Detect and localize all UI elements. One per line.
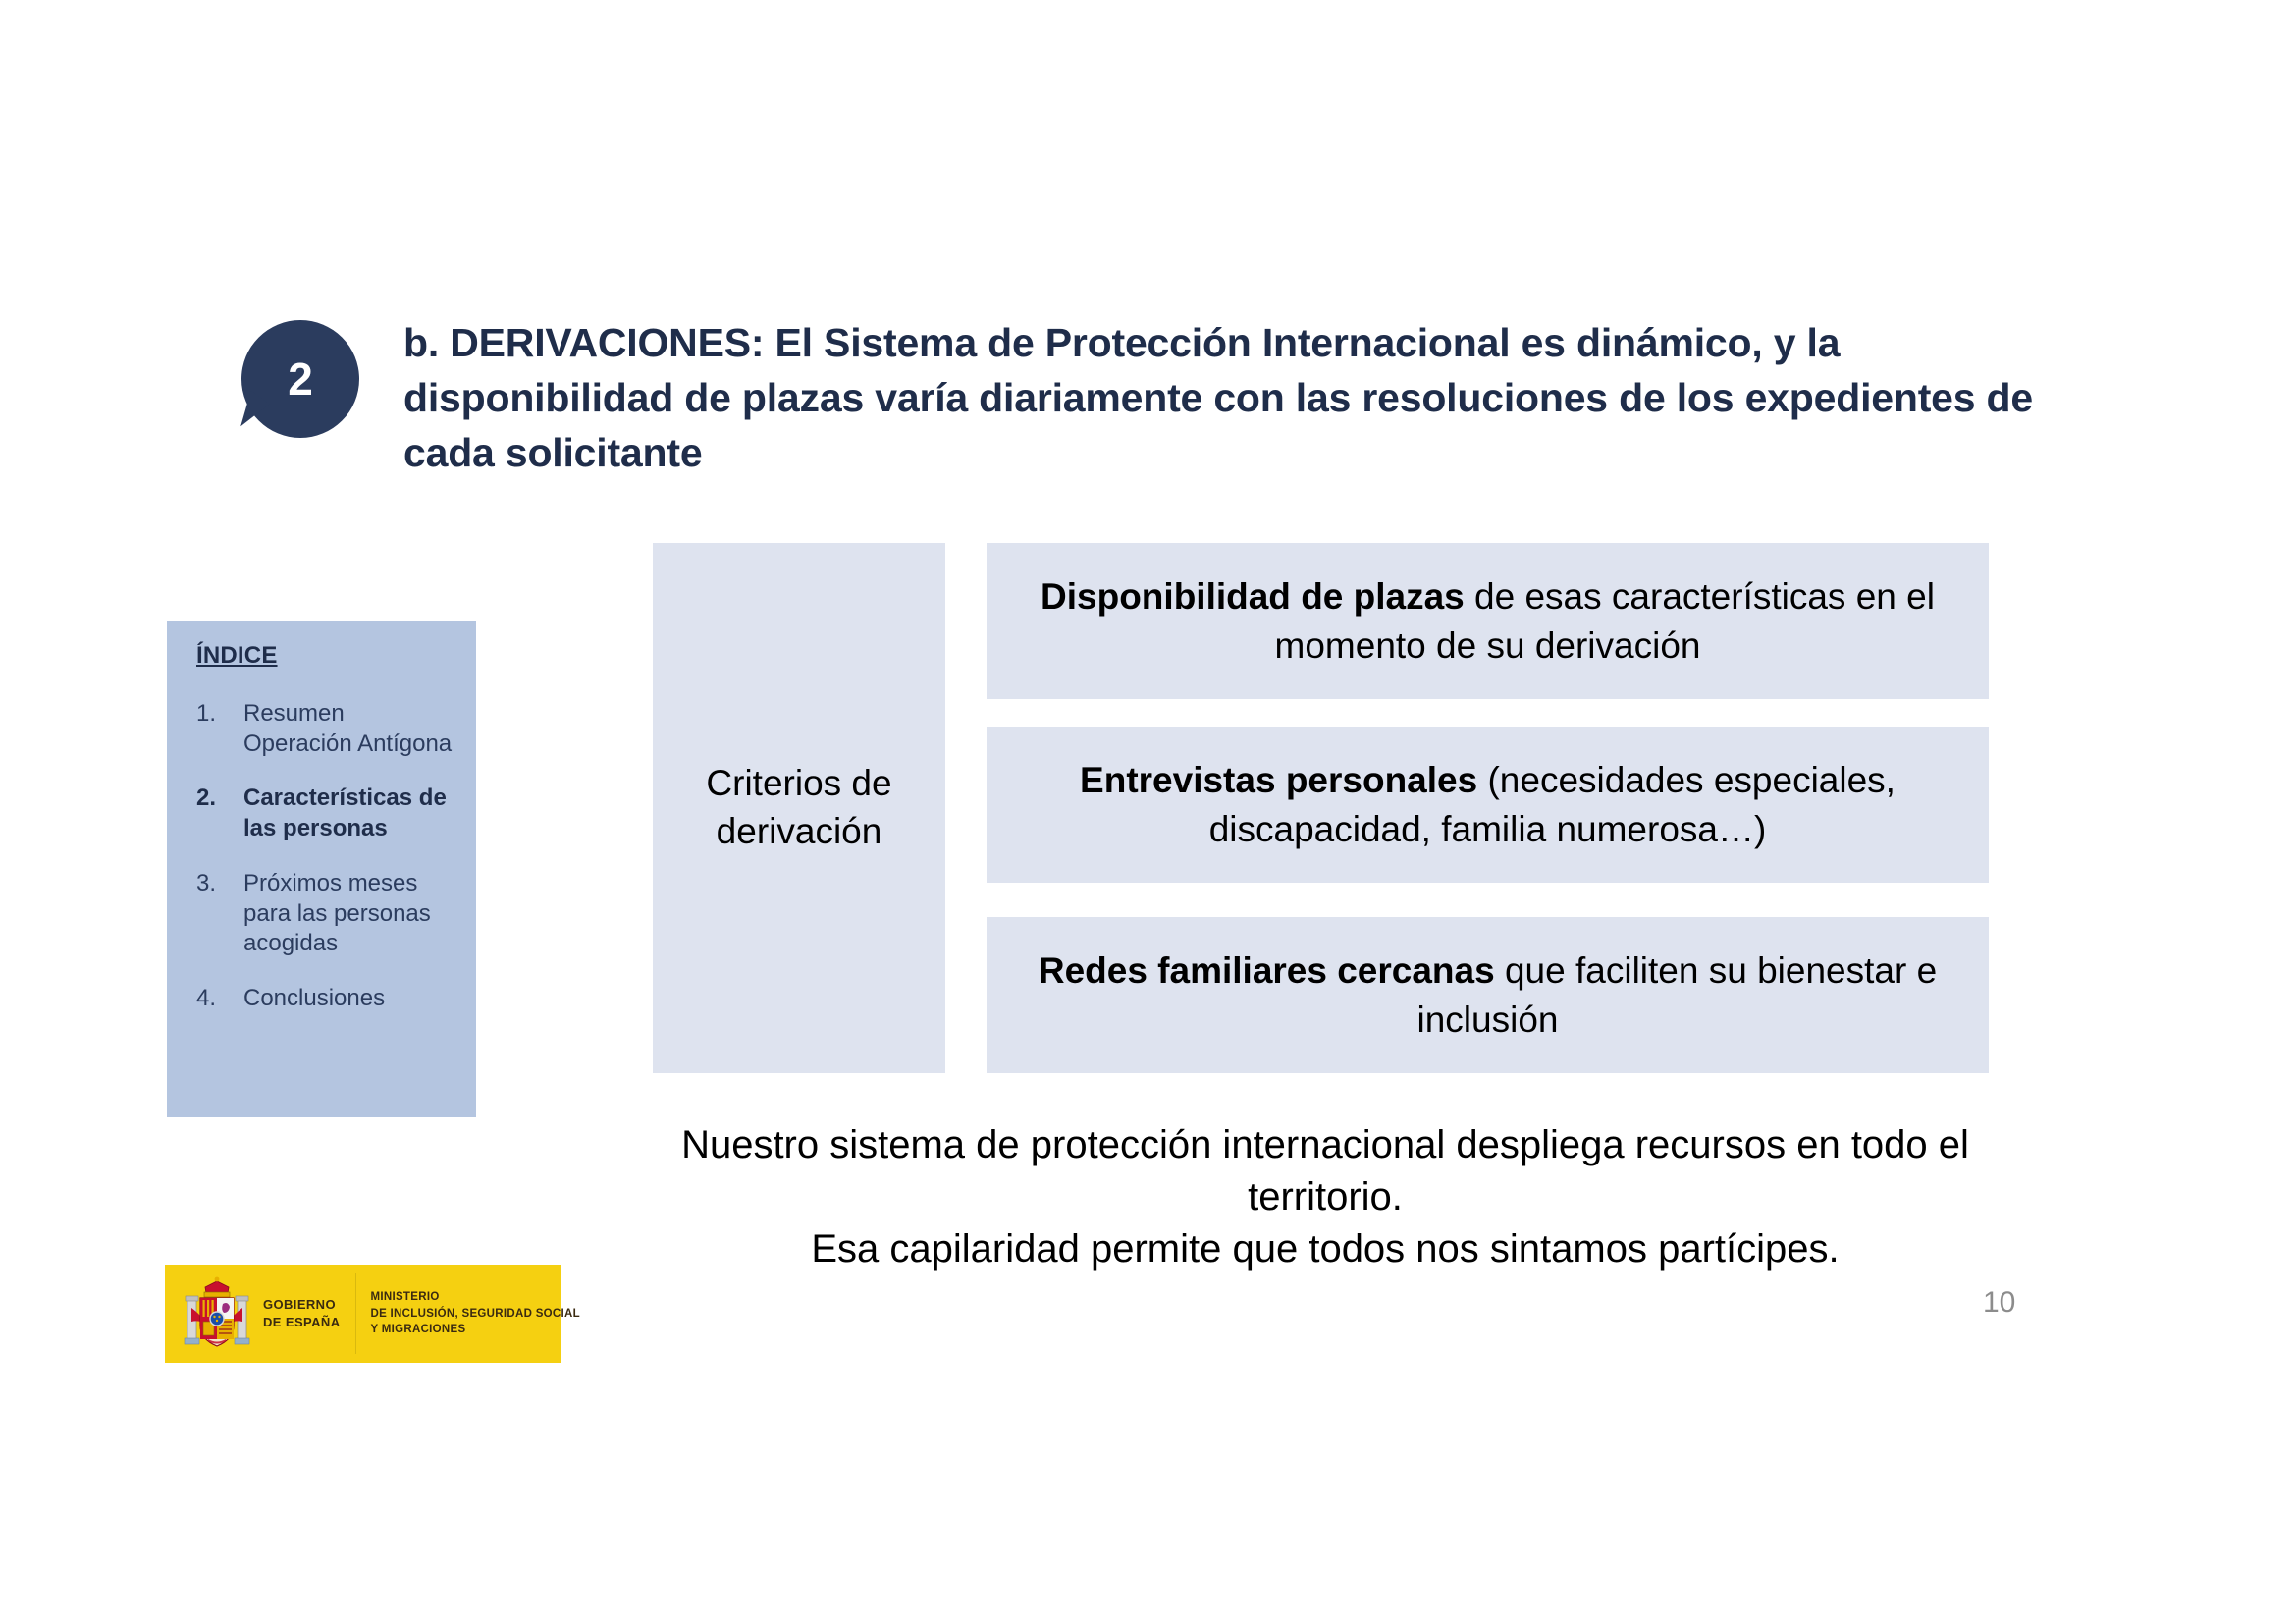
index-item-label: Conclusiones — [243, 985, 386, 1012]
sidebar-item-proximos-meses[interactable] — [196, 869, 458, 959]
index-item-label: Características de las personas — [243, 785, 447, 842]
criteria-box-rest: (necesidades especiales, discapacidad, familia numerosa…) — [1208, 759, 1896, 849]
gobierno-label — [263, 1296, 340, 1330]
criteria-box-emphasis: Entrevistas personales — [1080, 759, 1478, 800]
criteria-box-redes-familiares — [987, 917, 1989, 1073]
criteria-box-rest: que faciliten su bienestar e inclusión — [1416, 949, 1938, 1040]
government-logo — [165, 1265, 580, 1363]
criteria-box-entrevistas — [987, 727, 1989, 883]
index-sidebar — [167, 621, 476, 1117]
slide-header — [241, 316, 2107, 475]
criteria-box-emphasis: Disponibilidad de plazas — [1041, 575, 1465, 617]
closing-line-1: Nuestro sistema de protección internacional despliega recursos en todo el territorio. — [681, 1123, 1969, 1219]
criteria-box-emphasis: Redes familiares cercanas — [1038, 949, 1495, 991]
sidebar-item-conclusiones[interactable] — [196, 984, 458, 1014]
coat-of-arms-icon — [179, 1274, 255, 1353]
page-number: 10 — [1983, 1286, 2016, 1319]
sidebar-item-resumen[interactable] — [196, 699, 458, 759]
criteria-box-text — [1022, 947, 1953, 1044]
criteria-box-disponibilidad — [987, 543, 1989, 699]
ministerio-label — [370, 1289, 579, 1338]
gobierno-line-2: DE ESPAÑA — [263, 1315, 341, 1329]
index-item-number: 3. — [196, 869, 217, 896]
closing-line-2: Esa capilaridad permite que todos nos sintamos partícipes. — [811, 1227, 1840, 1272]
index-item-label: Resumen Operación Antígona — [243, 700, 453, 757]
section-number-badge — [241, 320, 359, 438]
criteria-box-text — [1022, 572, 1953, 670]
closing-statement — [633, 1119, 2017, 1276]
gobierno-line-1: GOBIERNO — [263, 1297, 336, 1313]
index-item-label: Próximos meses para las personas acogidas — [243, 869, 431, 957]
criteria-group-label: Criterios de derivación — [706, 763, 892, 851]
criteria-box-rest: de esas características en el momento de su derivación — [1274, 575, 1935, 666]
sidebar-item-caracteristicas[interactable] — [196, 784, 458, 843]
page-title: b. DERIVACIONES: El Sistema de Protección Internacional es dinámico, y la disponibilidad de plazas varía diariamente con las resoluciones de los expedientes de cada solicitante — [403, 320, 2033, 475]
index-item-number: 2. — [196, 785, 217, 812]
ministerio-line-3: Y MIGRACIONES — [370, 1324, 466, 1336]
criteria-group-box — [653, 543, 945, 1073]
ministerio-line-2: DE INCLUSIÓN, SEGURIDAD SOCIAL — [370, 1307, 580, 1320]
index-item-number: 4. — [196, 985, 217, 1012]
badge-number-label: 2 — [288, 353, 313, 405]
index-item-number: 1. — [196, 700, 217, 727]
logo-divider — [355, 1273, 356, 1354]
criteria-box-text — [1022, 756, 1953, 853]
index-heading: ÍNDICE — [196, 642, 278, 669]
ministerio-line-1: MINISTERIO — [370, 1290, 440, 1303]
